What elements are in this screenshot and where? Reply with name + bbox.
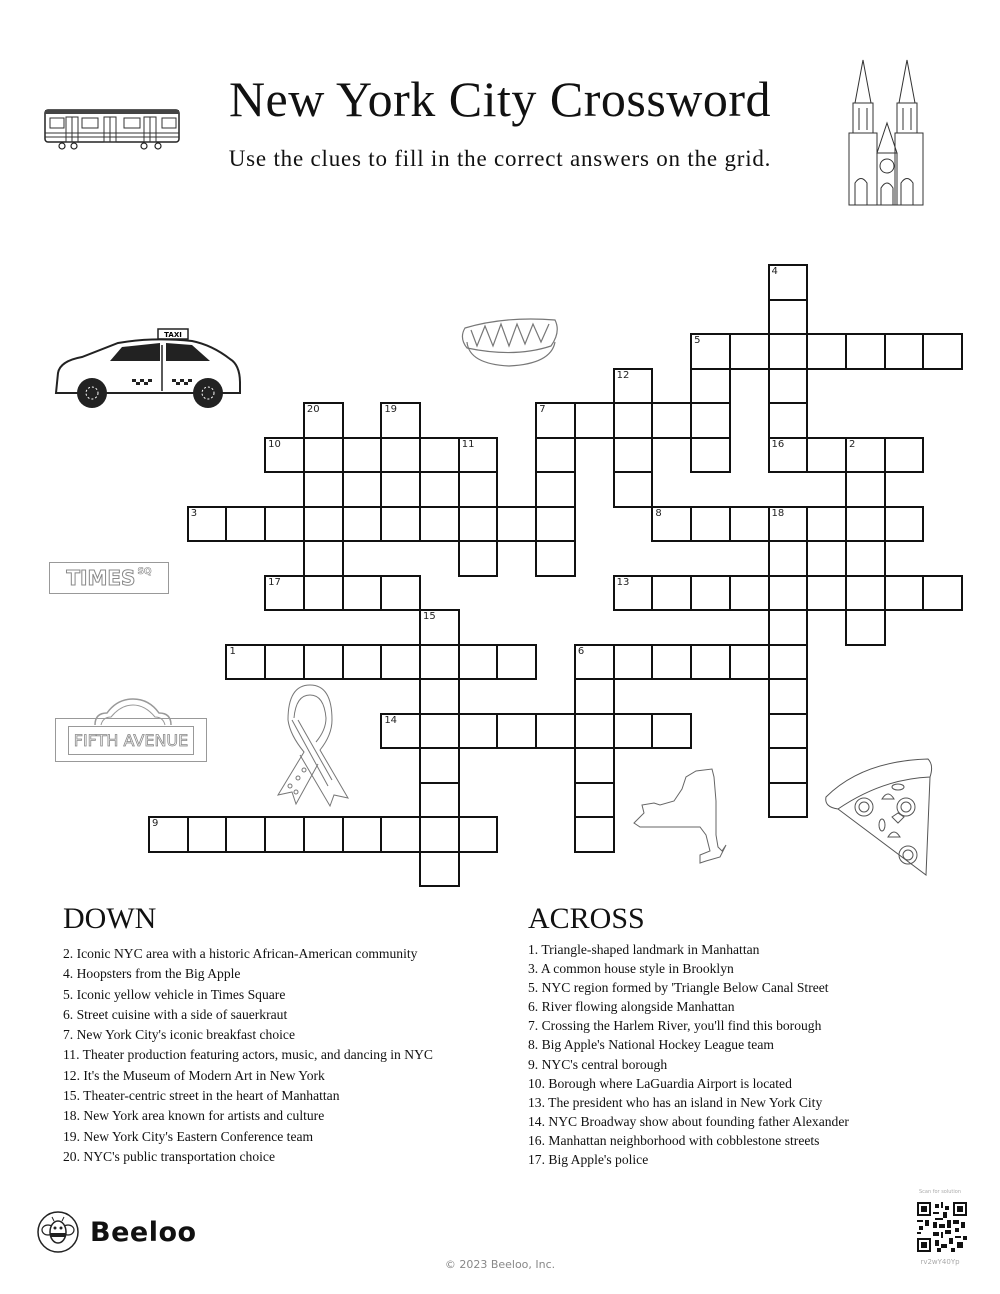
crossword-cell[interactable] [148, 816, 189, 853]
clue-number: 8 [655, 507, 662, 519]
clue-number: 5 [694, 335, 701, 346]
crossword-cell[interactable] [458, 644, 499, 681]
crossword-cell[interactable] [690, 575, 731, 612]
crossword-cell[interactable] [303, 437, 344, 474]
crossword-cell[interactable] [845, 333, 886, 370]
down-clue: 2. Iconic NYC area with a historic African-American community [63, 946, 418, 961]
crossword-cell[interactable] [729, 644, 770, 681]
crossword-cell[interactable] [884, 506, 925, 543]
crossword-cell[interactable] [690, 402, 731, 439]
across-clue: 8. Big Apple's National Hockey League team [528, 1037, 774, 1053]
crossword-cell[interactable] [419, 782, 460, 819]
crossword-cell[interactable] [458, 506, 499, 543]
crossword-cell[interactable] [768, 782, 809, 819]
crossword-cell[interactable] [380, 713, 421, 750]
crossword-cell[interactable] [768, 713, 809, 750]
crossword-cell[interactable] [922, 575, 963, 612]
crossword-cell[interactable] [574, 747, 615, 784]
crossword-cell[interactable] [768, 299, 809, 336]
qr-id-text: rv2wY40Yp [920, 1258, 960, 1266]
crossword-cell[interactable] [613, 713, 654, 750]
clue-number: 13 [616, 576, 630, 588]
crossword-cell[interactable] [419, 851, 460, 888]
across-clue: 16. Manhattan neighborhood with cobblestone streets [528, 1132, 820, 1148]
crossword-cell[interactable] [458, 713, 499, 750]
crossword-cell[interactable] [845, 506, 886, 543]
crossword-cell[interactable] [496, 713, 537, 750]
crossword-cell[interactable] [225, 816, 266, 853]
across-clue: 14. NYC Broadway show about founding father Alexander [528, 1113, 849, 1129]
crossword-cell[interactable] [380, 506, 421, 543]
crossword-cell[interactable] [419, 713, 460, 750]
crossword-cell[interactable] [303, 506, 344, 543]
crossword-cell[interactable] [768, 368, 809, 405]
crossword-cell[interactable] [303, 540, 344, 577]
crossword-cell[interactable] [884, 333, 925, 370]
crossword-cell[interactable] [574, 402, 615, 439]
crossword-cell[interactable] [419, 816, 460, 853]
crossword-cell[interactable] [729, 575, 770, 612]
crossword-cell[interactable] [690, 437, 731, 474]
qr-label: Scan for solution [918, 1189, 961, 1195]
clue-number: 7 [539, 404, 546, 415]
crossword-cell[interactable] [690, 644, 731, 681]
crossword-cell[interactable] [845, 437, 886, 474]
clue-number: 11 [461, 438, 475, 450]
crossword-cell[interactable] [768, 609, 809, 646]
clue-number: 19 [384, 404, 398, 415]
across-clue: 10. Borough where LaGuardia Airport is located [528, 1075, 792, 1091]
crossword-cell[interactable] [806, 506, 847, 543]
fifth-avenue-sign-text: FIFTH AVENUE [73, 730, 189, 750]
times-square-sign-suffix: SQ [137, 567, 152, 577]
crossword-cell[interactable] [768, 540, 809, 577]
across-clue: 13. The president who has an island in New York City [528, 1094, 823, 1110]
crossword-cell[interactable] [419, 471, 460, 508]
crossword-cell[interactable] [419, 747, 460, 784]
crossword-cell[interactable] [651, 644, 692, 681]
down-clue: 11. Theater production featuring actors, music, and dancing in NYC [63, 1047, 433, 1063]
clue-number: 12 [616, 369, 630, 381]
across-clue-list [528, 940, 849, 1169]
crossword-cell[interactable] [535, 471, 576, 508]
crossword-cell[interactable] [613, 368, 654, 405]
crossword-cell[interactable] [264, 575, 305, 612]
crossword-cell[interactable] [303, 402, 344, 439]
crossword-cell[interactable] [458, 540, 499, 577]
crossword-cell[interactable] [303, 575, 344, 612]
crossword-cell[interactable] [845, 540, 886, 577]
clue-number: 9 [152, 818, 159, 829]
clue-number: 4 [771, 266, 778, 277]
crossword-cell[interactable] [342, 471, 383, 508]
crossword-cell[interactable] [187, 816, 228, 853]
crossword-cell[interactable] [651, 402, 692, 439]
down-clue: 4. Hoopsters from the Big Apple [63, 966, 241, 982]
down-clue-list [63, 944, 433, 1167]
across-clue: 17. Big Apple's police [528, 1152, 649, 1168]
down-clue: 20. NYC's public transportation choice [63, 1148, 275, 1164]
crossword-cell[interactable] [768, 644, 809, 681]
crossword-cell[interactable] [264, 437, 305, 474]
crossword-cell[interactable] [806, 575, 847, 612]
crossword-cell[interactable] [574, 644, 615, 681]
crossword-cell[interactable] [845, 609, 886, 646]
down-clue: 19. New York City's Eastern Conference team [63, 1128, 314, 1144]
brand-name: Beeloo [90, 1216, 197, 1248]
crossword-cell[interactable] [225, 506, 266, 543]
crossword-cell[interactable] [419, 678, 460, 715]
crossword-cell[interactable] [574, 713, 615, 750]
crossword-cell[interactable] [884, 575, 925, 612]
crossword-cell[interactable] [303, 644, 344, 681]
crossword-cell[interactable] [458, 437, 499, 474]
across-clue: 7. Crossing the Harlem River, you'll find this borough [528, 1018, 822, 1034]
clue-number: 6 [577, 645, 585, 657]
crossword-cell[interactable] [613, 644, 654, 681]
crossword-cell[interactable] [729, 506, 770, 543]
crossword-cell[interactable] [613, 575, 654, 612]
clue-number: 20 [306, 404, 320, 415]
crossword-cell[interactable] [342, 437, 383, 474]
crossword-cell[interactable] [419, 609, 460, 646]
crossword-cell[interactable] [690, 333, 731, 370]
down-clue: 15. Theater-centric street in the heart of Manhattan [63, 1088, 340, 1104]
crossword-cell[interactable] [496, 644, 537, 681]
page-title: New York City Crossword [228, 71, 772, 127]
crossword-cell[interactable] [690, 506, 731, 543]
down-clue: 12. It's the Museum of Modern Art in New York [63, 1067, 325, 1083]
crossword-cell[interactable] [264, 644, 305, 681]
clue-number: 15 [423, 611, 436, 622]
crossword-cell[interactable] [496, 506, 537, 543]
clue-number: 16 [771, 438, 785, 450]
crossword-cell[interactable] [342, 644, 383, 681]
crossword-cell[interactable] [187, 506, 228, 543]
crossword-cell[interactable] [419, 437, 460, 474]
crossword-cell[interactable] [535, 540, 576, 577]
across-clue: 9. NYC's central borough [528, 1056, 668, 1072]
across-clue: 6. River flowing alongside Manhattan [528, 999, 735, 1015]
crossword-cell[interactable] [380, 816, 421, 853]
clue-number: 1 [229, 645, 236, 657]
crossword-cell[interactable] [535, 713, 576, 750]
crossword-cell[interactable] [768, 333, 809, 370]
crossword-cell[interactable] [225, 644, 266, 681]
crossword-cell[interactable] [380, 471, 421, 508]
crossword-cell[interactable] [806, 437, 847, 474]
crossword-cell[interactable] [651, 506, 692, 543]
crossword-cell[interactable] [303, 471, 344, 508]
crossword-cell[interactable] [806, 333, 847, 370]
crossword-cell[interactable] [613, 471, 654, 508]
crossword-cell[interactable] [574, 678, 615, 715]
crossword-cell[interactable] [768, 402, 809, 439]
qr-code-icon[interactable] [917, 1202, 967, 1252]
crossword-cell[interactable] [690, 368, 731, 405]
crossword-cell[interactable] [458, 471, 499, 508]
down-heading: DOWN [63, 902, 157, 935]
crossword-cell[interactable] [768, 678, 809, 715]
across-clue: 3. A common house style in Brooklyn [528, 961, 734, 977]
crossword-cell[interactable] [806, 540, 847, 577]
clue-number: 18 [771, 507, 785, 519]
crossword-cell[interactable] [768, 575, 809, 612]
crossword-cell[interactable] [535, 402, 576, 439]
crossword-cell[interactable] [651, 713, 692, 750]
across-clue: 5. NYC region formed by 'Triangle Below Canal Street [528, 980, 829, 996]
crossword-cell[interactable] [729, 333, 770, 370]
across-heading: ACROSS [528, 902, 645, 935]
crossword-cell[interactable] [535, 437, 576, 474]
crossword-cell[interactable] [884, 437, 925, 474]
brand-logo [36, 1210, 197, 1254]
crossword-cell[interactable] [380, 575, 421, 612]
down-clue: 18. New York area known for artists and culture [63, 1108, 325, 1124]
crossword-cell[interactable] [380, 644, 421, 681]
bee-icon [36, 1210, 80, 1254]
crossword-cell[interactable] [574, 816, 615, 853]
clue-number: 2 [848, 438, 856, 450]
across-clue: 1. Triangle-shaped landmark in Manhattan [528, 942, 760, 957]
crossword-cell[interactable] [768, 506, 809, 543]
crossword-cell[interactable] [768, 437, 809, 474]
clue-number: 14 [384, 714, 398, 726]
crossword-cell[interactable] [845, 471, 886, 508]
clue-number: 10 [268, 438, 281, 450]
crossword-cell[interactable] [264, 816, 305, 853]
clue-number: 3 [190, 507, 198, 519]
crossword-cell[interactable] [342, 575, 383, 612]
crossword-cell[interactable] [342, 816, 383, 853]
times-square-sign-text: TIMES [66, 566, 136, 590]
crossword-cell[interactable] [845, 575, 886, 612]
crossword-cell[interactable] [419, 506, 460, 543]
crossword-cell[interactable] [380, 437, 421, 474]
crossword-cell[interactable] [613, 402, 654, 439]
crossword-cell[interactable] [458, 816, 499, 853]
crossword-cell[interactable] [342, 506, 383, 543]
crossword-cell[interactable] [535, 506, 576, 543]
crossword-cell[interactable] [380, 402, 421, 439]
page-subtitle: Use the clues to fill in the correct answers on the grid. [228, 146, 772, 171]
down-clue: 5. Iconic yellow vehicle in Times Square [63, 986, 286, 1002]
crossword-cell[interactable] [419, 644, 460, 681]
crossword-cell[interactable] [768, 264, 809, 301]
down-clue: 7. New York City's iconic breakfast choice [63, 1027, 295, 1043]
svg-text:TAXI: TAXI [164, 331, 182, 339]
crossword-cell[interactable] [651, 575, 692, 612]
copyright-text: © 2023 Beeloo, Inc. [444, 1258, 556, 1271]
crossword-cell[interactable] [574, 782, 615, 819]
clue-number: 17 [268, 576, 281, 588]
down-clue: 6. Street cuisine with a side of sauerkraut [63, 1006, 288, 1022]
crossword-cell[interactable] [922, 333, 963, 370]
crossword-cell[interactable] [768, 747, 809, 784]
crossword-cell[interactable] [303, 816, 344, 853]
crossword-cell[interactable] [264, 506, 305, 543]
crossword-cell[interactable] [613, 437, 654, 474]
